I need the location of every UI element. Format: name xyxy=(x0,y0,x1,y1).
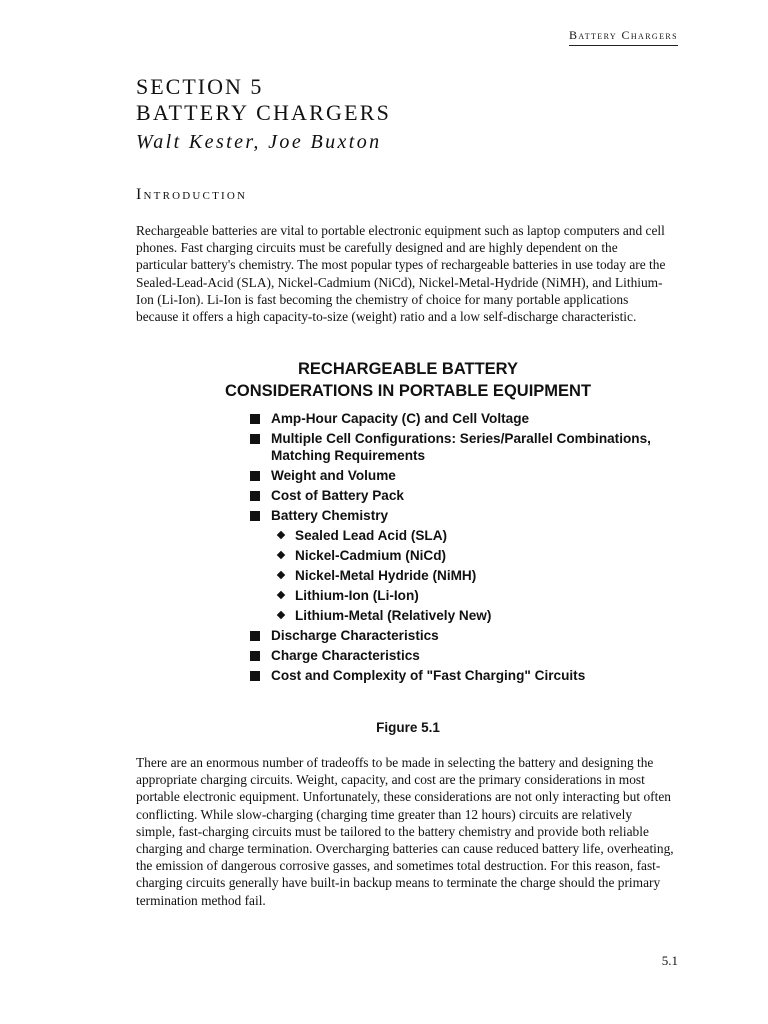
running-head: Battery Chargers xyxy=(569,28,678,46)
bullet-item: Discharge Characteristics xyxy=(250,627,690,644)
bullet-item: Weight and Volume xyxy=(250,467,690,484)
body-paragraph: There are an enormous number of tradeoffs to be made in selecting the battery and designing the appropriate charging circuits. Weight, capacity, and cost are the primary considerations in most portable electronic equipment. Unfortunately, these considerations are not only interacting but often conflicting. While slow-charging (charging time greater than 12 hours) circuits are relatively simple, fast-charging circuits must be tailored to the battery chemistry and provide both reliable charging and charge termination. Overcharging batteries can cause reduced battery life, overheating, the emission of dangerous corrosive gasses, and sometimes total destruction. For this reason, fast-charging circuits generally have built-in backup means to terminate the charge should the primary termination method fail. xyxy=(136,755,674,908)
figure-title-line-1: RECHARGEABLE BATTERY xyxy=(297,360,518,378)
section-title: BATTERY CHARGERS xyxy=(136,100,392,125)
section-label: SECTION 5 xyxy=(136,74,264,99)
sub-bullet-item: Lithium-Ion (Li-Ion) xyxy=(250,587,690,604)
bullet-item: Battery Chemistry xyxy=(250,507,690,524)
figure-caption: Figure 5.1 xyxy=(376,720,440,735)
intro-heading: Introduction xyxy=(136,186,248,203)
figure-title xyxy=(136,358,680,402)
intro-paragraph: Rechargeable batteries are vital to portable electronic equipment such as laptop computers and cell phones. Fast charging circuits must be carefully designed and are highly dependent on the particular battery's chemistry. The most popular types of rechargeable batteries in use today are the Sealed-Lead-Acid (SLA), Nickel-Cadmium (NiCd), Nickel-Metal-Hydride (NiMH), and Lithium-Ion (Li-Ion). Li-Ion is fast becoming the chemistry of choice for many portable applications because it offers a high capacity-to-size (weight) ratio and a low self-discharge characteristic. xyxy=(136,223,666,325)
sub-bullet-item: Nickel-Metal Hydride (NiMH) xyxy=(250,567,690,584)
page-number: 5.1 xyxy=(661,953,678,968)
figure-title-line-2: CONSIDERATIONS IN PORTABLE EQUIPMENT xyxy=(224,382,592,400)
sub-bullet-item: Sealed Lead Acid (SLA) xyxy=(250,527,690,544)
bullet-item: Cost of Battery Pack xyxy=(250,487,690,504)
bullet-item: Cost and Complexity of "Fast Charging" Circuits xyxy=(250,667,690,684)
sub-bullet-item: Nickel-Cadmium (NiCd) xyxy=(250,547,690,564)
bullet-item: Charge Characteristics xyxy=(250,647,690,664)
bullet-item: Multiple Cell Configurations: Series/Parallel Combinations, Matching Requirements xyxy=(250,430,690,464)
authors: Walt Kester, Joe Buxton xyxy=(136,131,382,153)
figure-bullet-list xyxy=(250,410,690,687)
bullet-item: Amp-Hour Capacity (C) and Cell Voltage xyxy=(250,410,690,427)
sub-bullet-item: Lithium-Metal (Relatively New) xyxy=(250,607,690,624)
